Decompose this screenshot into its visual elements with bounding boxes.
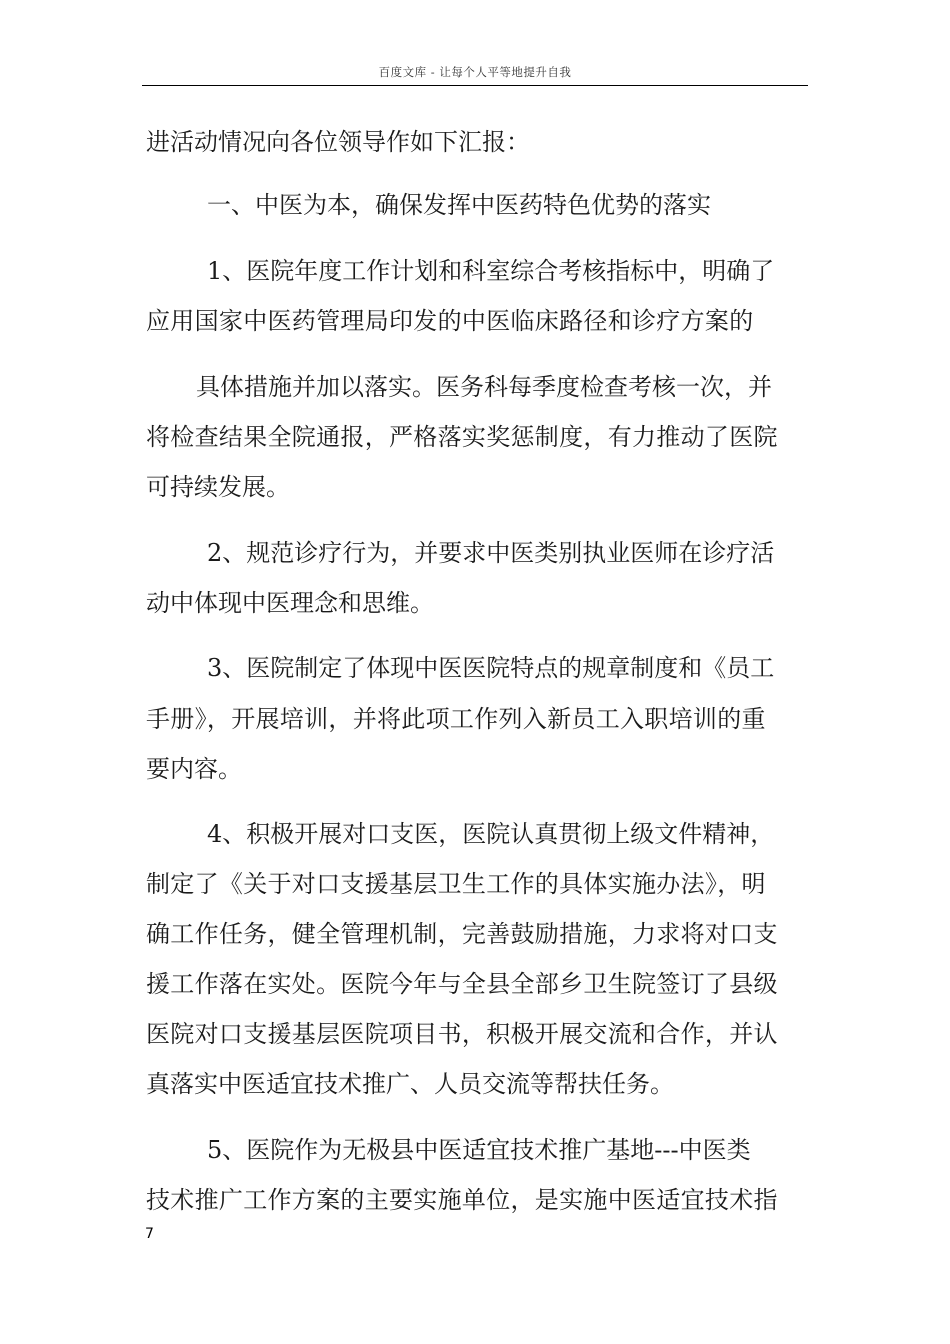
body-line: 确工作任务，健全管理机制，完善鼓励措施，力求将对口支 [146,920,778,948]
body-line: 动中体现中医理念和思维。 [146,589,434,617]
body-line: 应用国家中医药管理局印发的中医临床路径和诊疗方案的 [146,307,754,335]
body-line: 要内容。 [146,755,242,783]
body-line: 4、积极开展对口支医，医院认真贯彻上级文件精神， [207,820,775,848]
body-line: 手册》，开展培训，并将此项工作列入新员工入职培训的重 [146,705,766,733]
page-number: 7 [145,1226,154,1242]
body-line: 1、医院年度工作计划和科室综合考核指标中，明确了 [207,257,775,285]
body-line: 可持续发展。 [146,473,290,501]
section-heading: 一、中医为本，确保发挥中医药特色优势的落实 [207,191,711,219]
body-line: 3、医院制定了体现中医医院特点的规章制度和《员工 [207,654,775,682]
body-line: 制定了《关于对口支援基层卫生工作的具体实施办法》，明 [146,870,766,898]
header-rule [142,85,808,86]
body-line: 2、规范诊疗行为，并要求中医类别执业医师在诊疗活 [207,539,775,567]
body-line: 将检查结果全院通报，严格落实奖惩制度，有力推动了医院 [146,423,778,451]
body-line: 医院对口支援基层医院项目书，积极开展交流和合作，并认 [146,1020,778,1048]
body-line: 真落实中医适宜技术推广、人员交流等帮扶任务。 [146,1070,674,1098]
body-line: 技术推广工作方案的主要实施单位，是实施中医适宜技术指 [146,1186,778,1214]
body-line: 具体措施并加以落实。医务科每季度检查考核一次，并 [196,373,772,401]
body-line: 援工作落在实处。医院今年与全县全部乡卫生院签订了县级 [146,970,778,998]
page-header: 百度文库 - 让每个人平等地提升自我 [378,65,572,79]
body-line: 进活动情况向各位领导作如下汇报： [146,128,530,156]
body-line: 5、医院作为无极县中医适宜技术推广基地---中医类 [207,1136,751,1164]
